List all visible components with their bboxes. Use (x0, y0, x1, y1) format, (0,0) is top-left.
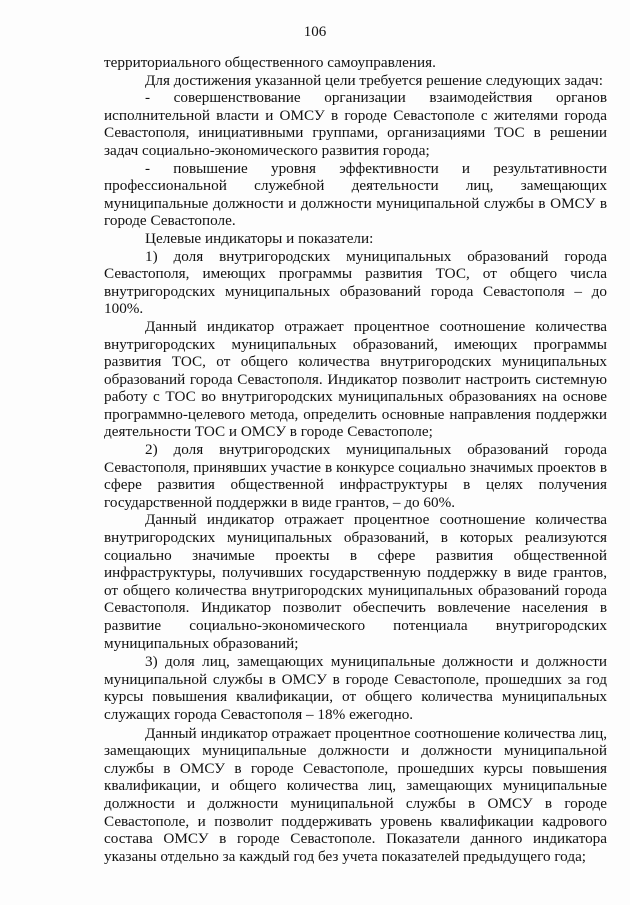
paragraph: Данный индикатор отражает процентное соотношение количества внутригородских муниципальных образований, имеющих программы развития ТОС, от общего количества внутригородских муниципальных образований города Севастополя. Индикатор позволит настроить системную работу с ТОС во внутригородских муниципальных образованиях на основе программно-целевого метода, определить основные направления поддержки деятельности ТОС и ОМСУ в городе Севастополе; (104, 317, 607, 441)
paragraph: 2) доля внутригородских муниципальных образований города Севастополя, принявших участие в конкурсе социально значимых проектов в сфере развития общественной инфраструктуры в целях получения государственной поддержки в виде грантов, – до 60%. (104, 441, 607, 511)
body-text (104, 54, 607, 865)
paragraph: - совершенствование организации взаимодействия органов исполнительной власти и ОМСУ в городе Севастополе с жителями города Севастополя, инициативными группами, организациями ТОС в решении задач социально-экономического развития города; (104, 89, 607, 159)
paragraph: - повышение уровня эффективности и результативности профессиональной служебной деятельности лиц, замещающих муниципальные должности и должности муниципальной службы в ОМСУ в городе Севастополе. (104, 159, 607, 230)
paragraph: 1) доля внутригородских муниципальных образований города Севастополя, имеющих программы развития ТОС, от общего числа внутригородских муниципальных образований города Севастополя – до 100%. (104, 247, 607, 318)
paragraph: территориального общественного самоуправления. (104, 54, 436, 71)
page-number: 106 (303, 24, 327, 40)
paragraph: Целевые индикаторы и показатели: (145, 229, 374, 247)
paragraph: 3) доля лиц, замещающих муниципальные должности и должности муниципальной службы в ОМСУ в городе Севастополе, прошедших за год курсы повышения квалификации, от общего количества муниципальных служащих города Севастополя – 18% ежегодно. (104, 653, 607, 723)
paragraph: Для достижения указанной цели требуется решение следующих задач: (145, 71, 603, 89)
paragraph: Данный индикатор отражает процентное соотношение количества внутригородских муниципальных образований, в которых реализуются социально значимые проекты в сфере развития общественной инфраструктуры, получивших государственную поддержку в виде грантов, от общего количества внутригородских муниципальных образований города Севастополя. Индикатор позволит обеспечить вовлечение населения в развитие социально-экономического потенциала внутригородских муниципальных образований; (104, 511, 607, 652)
paragraph: Данный индикатор отражает процентное соотношение количества лиц, замещающих муниципальные должности и должности муниципальной службы в ОМСУ в городе Севастополе, прошедших курсы повышения квалификации, и общего количества лиц, замещающих муниципальные должности и должности муниципальной службы в ОМСУ в городе Севастополе, и позволит поддерживать уровень квалификации кадрового состава ОМСУ в городе Севастополе. Показатели данного индикатора указаны отдельно за каждый год без учета показателей предыдущего года; (104, 724, 607, 865)
